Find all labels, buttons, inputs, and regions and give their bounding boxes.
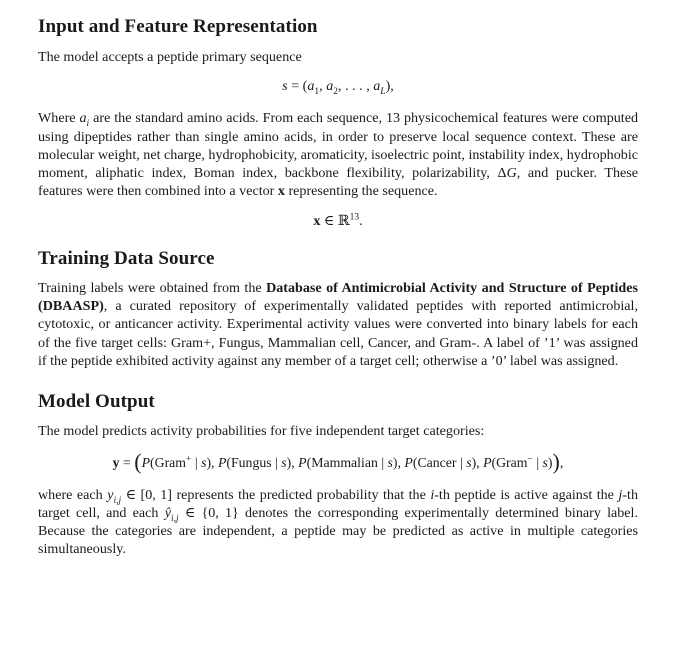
output-intro: The model predicts activity probabilities for five independent target categories: bbox=[38, 423, 485, 440]
section-heading-output: Model Output bbox=[38, 391, 155, 413]
equation-sequence bbox=[38, 76, 638, 96]
output-paragraph: where each $y_{i,j}$ ∈ [0, 1] represents the predicted probability that the i-th peptide is active against the j-th target cell, and each $ŷ_{i,j}$ ∈ {0, 1} denotes the corresponding experimentally determined binary label. Because the categories are independent, a peptide may be predicted as active in multiple categories simultaneously. bbox=[38, 486, 638, 558]
input-paragraph: Where $a_i$ are the standard amino acids. From each sequence, 13 physicochemical features were computed using dipeptides rather than single amino acids, in order to preserve local sequence context. These are molecular weight, net charge, hydrophobicity, aromaticity, isoelectric point, instability index, hydrophobic moment, aliphatic index, Boman index, backbone flexibility, polarizability, ΔG, and pucker. These features were then combined into a vector x representing the sequence. bbox=[38, 110, 639, 200]
input-intro: The model accepts a peptide primary sequence bbox=[38, 49, 302, 65]
section-heading-training: Training Data Source bbox=[38, 247, 215, 269]
paper-page bbox=[38, 14, 638, 559]
section-heading-input: Input and Feature Representation bbox=[38, 16, 318, 37]
equation-vector: x ∈ ℝ$^{13}$. bbox=[313, 212, 363, 229]
equation-output: y = (P(Gram+ | s), P(Fungus | s), P(Mammalian | s), P(Cancer | s), P(Gram− | s)), bbox=[112, 448, 564, 474]
training-paragraph: Training labels were obtained from the Database of Antimicrobial Activity and Structure of Peptides (DBAASP), a curated repository of experimentally validated peptides with reported antimicrobial, cytotoxic, or anticancer activity. Experimental activity values were converted into binary labels for each of the five target cells: Gram+, Fungus, Mammalian cell, Cancer, and Gram-. A label of ’1’ was assigned if the peptide exhibited activity against any member of a target cell; otherwise a ’0’ label was assigned. bbox=[38, 279, 638, 369]
equation-sequence-text: $s = (a_1$, $a_2$, . . . , $a_L$), bbox=[282, 78, 394, 98]
input-paragraph-body: are the standard amino acids. From each sequence, 13 physicochemical features were computed using dipeptides rather than single amino acids, in order to preserve local sequence context. These are molecular weight, net charge, hydrophobicity, aromaticity, isoelectric point, instability index, hydrophobic moment, aliphatic index, Boman index, backbone flexibility, polarizability, ΔG, and pucker. These features were then combined into a vector x representing the sequence. bbox=[38, 110, 639, 200]
symbol-ai: $a_i$ bbox=[79, 110, 90, 130]
db-name: Database of Antimicrobial Activity and Structure of Peptides (DBAASP) bbox=[38, 279, 638, 315]
